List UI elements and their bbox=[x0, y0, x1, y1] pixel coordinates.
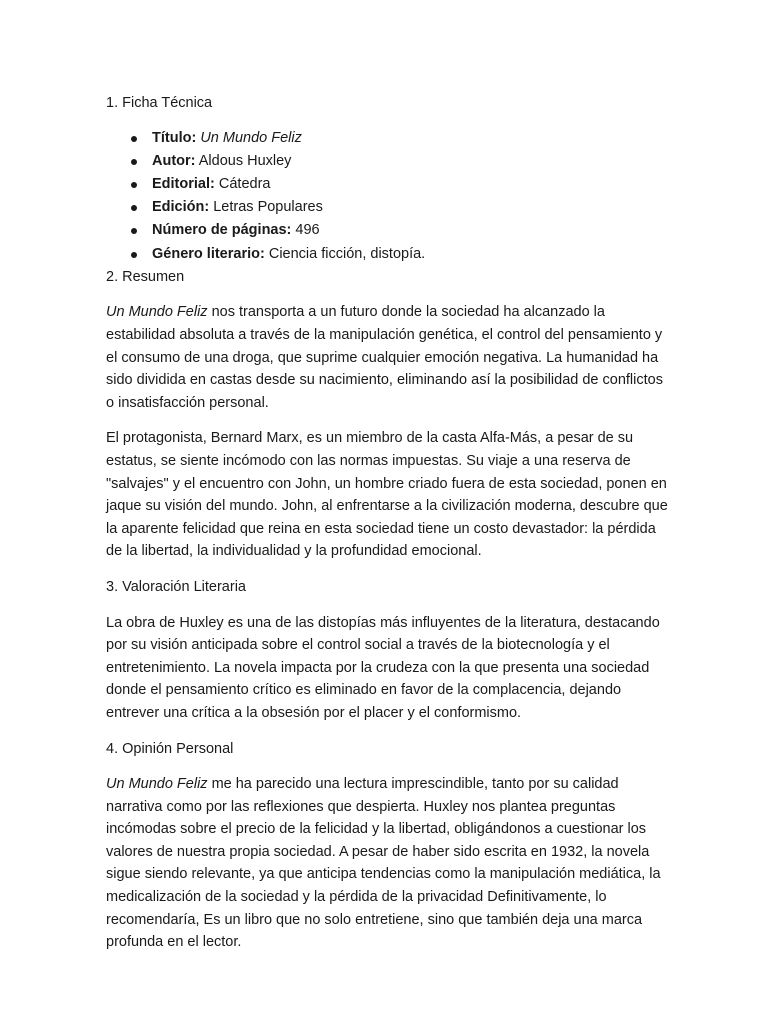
ficha-item-autor bbox=[106, 150, 672, 173]
ficha-item-titulo bbox=[106, 127, 672, 150]
opinion-paragraph bbox=[106, 773, 672, 954]
resumen-paragraph-1 bbox=[106, 301, 672, 414]
section-heading-resumen: 2. Resumen bbox=[106, 268, 185, 285]
ficha-label: Número de páginas: bbox=[152, 222, 292, 239]
ficha-item-paginas bbox=[106, 219, 672, 242]
ficha-list bbox=[106, 127, 672, 266]
ficha-label: Editorial: bbox=[152, 176, 215, 192]
ficha-value: Un Mundo Feliz bbox=[200, 129, 302, 146]
ficha-item-editorial bbox=[106, 173, 672, 196]
valoracion-paragraph: La obra de Huxley es una de las distopías más influyentes de la literatura, destacando por su visión anticipada sobre el control social a través de la biotecnología y el entretenimiento. La novela impacta por la crudeza con la que presenta una sociedad donde el pensamiento crítico es eliminado en favor de la complacencia, dejando entrever una crítica a la obsesión por el placer y el conformismo. bbox=[106, 614, 660, 721]
section-heading-valoracion: 3. Valoración Literaria bbox=[106, 578, 246, 595]
ficha-value: Aldous Huxley bbox=[198, 152, 292, 169]
ficha-value: 496 bbox=[295, 222, 320, 239]
ficha-label: Título: bbox=[152, 129, 197, 146]
resumen-paragraph-2: El protagonista, Bernard Marx, es un miembro de la casta Alfa-Más, a pesar de su estatus, se siente incómodo con las normas impuestas. Su viaje a una reserva de "salvajes" y el encuentro con John, un hombre criado fuera de esta sociedad, ponen en jaque su visión del mundo. John, al enfrentarse a la civilización moderna, descubre que la aparente felicidad que reina en esta sociedad tiene un costo devastador: la pérdida de la libertad, la individualidad y la profundidad emocional. bbox=[106, 430, 668, 560]
ficha-label: Género literario: bbox=[152, 245, 265, 262]
ficha-item-edicion bbox=[106, 196, 672, 219]
book-title: Un Mundo Feliz bbox=[106, 776, 208, 793]
section-heading-ficha: 1. Ficha Técnica bbox=[106, 95, 213, 111]
book-title: Un Mundo Feliz bbox=[106, 304, 208, 321]
ficha-value: Cátedra bbox=[218, 176, 271, 192]
ficha-value: Letras Populares bbox=[213, 199, 323, 216]
section-heading-opinion: 4. Opinión Personal bbox=[106, 740, 234, 757]
paragraph-text: me ha parecido una lectura imprescindible, tanto por su calidad narrativa como por las reflexiones que despierta. Huxley nos plantea preguntas incómodas sobre el precio de la felicidad y la libertad, obligándonos a cuestionar los valores de nuestra propia sociedad. A pesar de haber sido escrita en 1932, la novela sigue siendo relevante, ya que anticipa tendencias como la manipulación mediática, la medicalización de la sociedad y la pérdida de la privacidad Definitivamente, lo recomendaría, Es un libro que no solo entretiene, sino que también deja una marca profunda en el lector. bbox=[106, 776, 661, 951]
ficha-label: Autor: bbox=[152, 152, 196, 169]
ficha-item-genero bbox=[106, 243, 672, 266]
ficha-value: Ciencia ficción, distopía. bbox=[268, 245, 426, 262]
ficha-label: Edición: bbox=[152, 199, 210, 216]
paragraph-text: nos transporta a un futuro donde la sociedad ha alcanzado la estabilidad absoluta a través de la manipulación genética, el control del pensamiento y el consumo de una droga, que suprime cualquier emoción negativa. La humanidad ha sido dividida en castas desde su nacimiento, eliminando así la posibilidad de conflictos o insatisfacción personal. bbox=[106, 304, 663, 411]
document-page bbox=[106, 92, 672, 954]
